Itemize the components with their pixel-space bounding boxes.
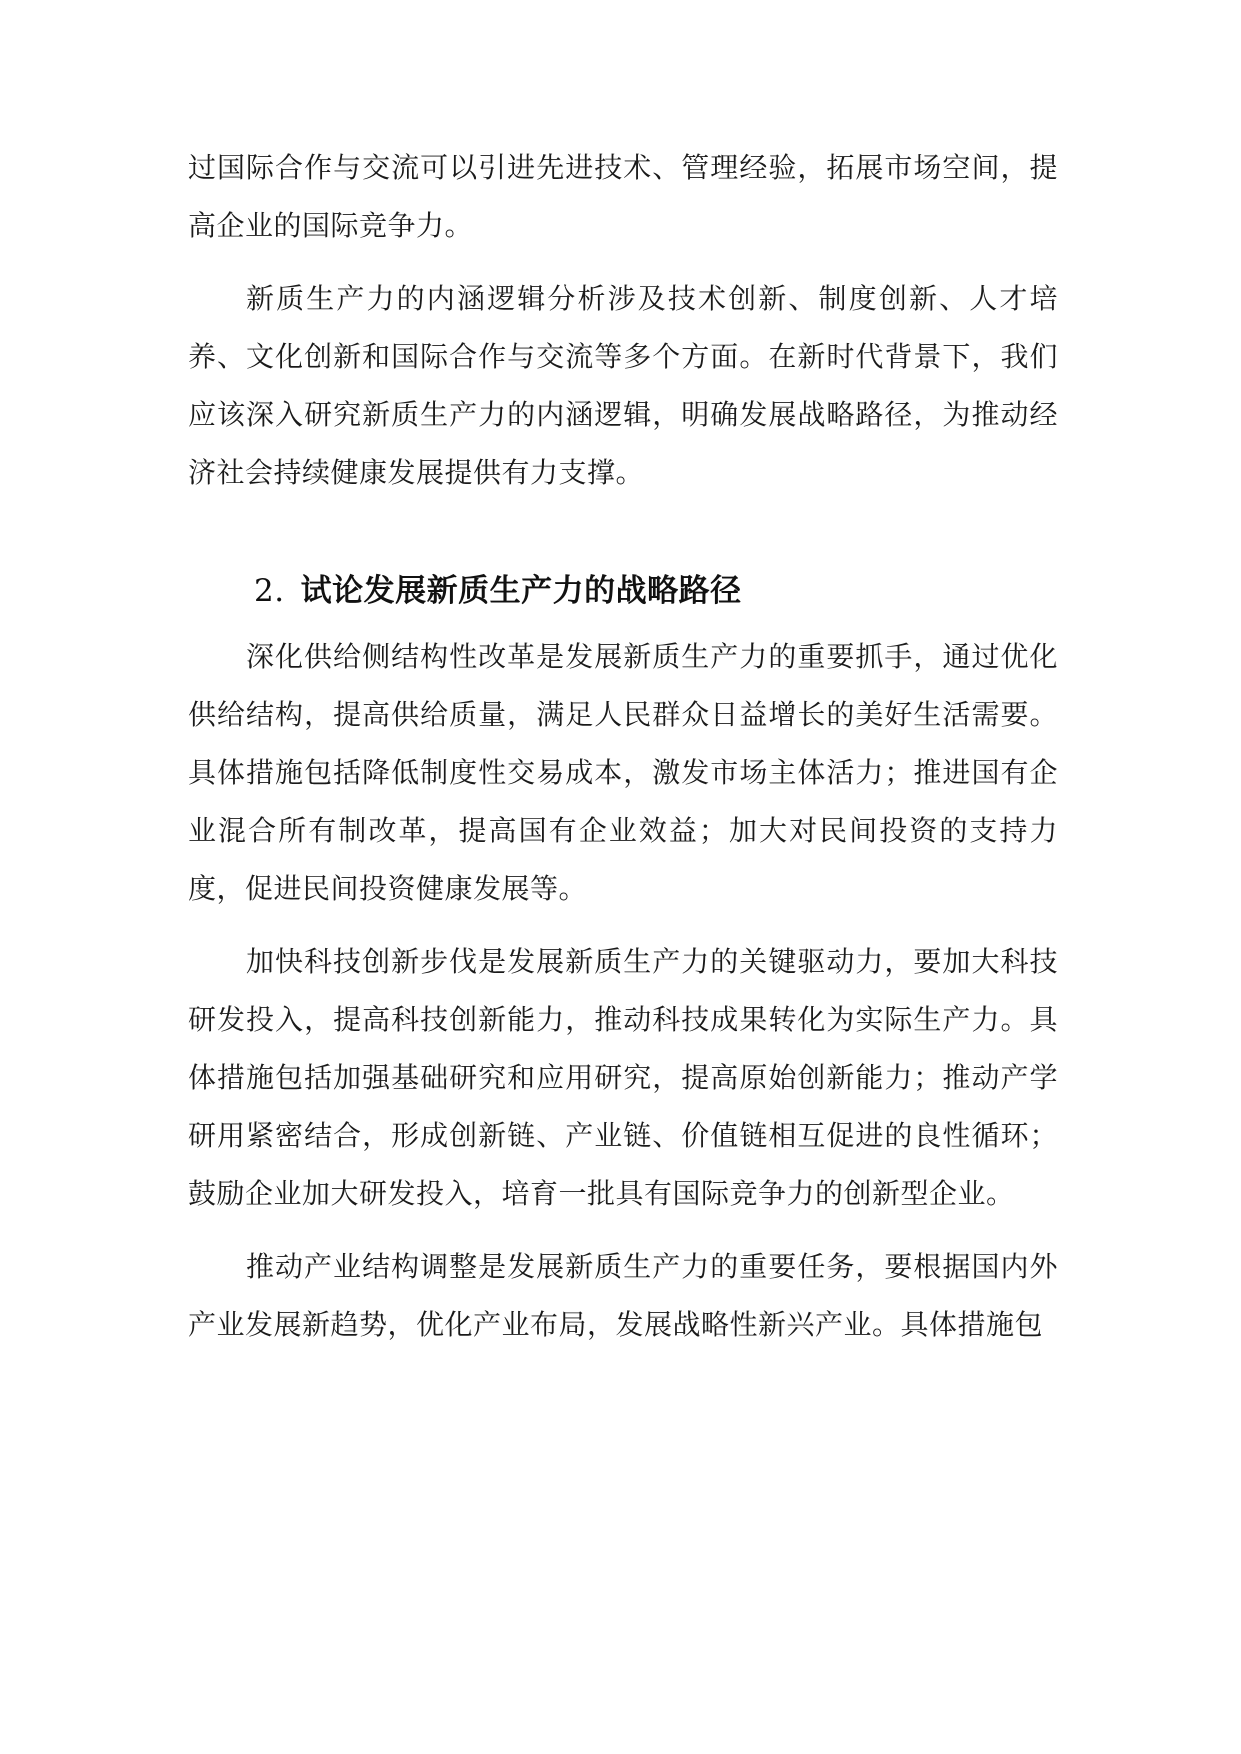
paragraph-industrial-structure: 推动产业结构调整是发展新质生产力的重要任务，要根据国内外产业发展新趋势，优化产业布局，发展战略性新兴产业。具体措施包 <box>188 1250 1058 1341</box>
paragraph-summary: 新质生产力的内涵逻辑分析涉及技术创新、制度创新、人才培养、文化创新和国际合作与交流等多个方面。在新时代背景下，我们应该深入研究新质生产力的内涵逻辑，明确发展战略路径，为推动经济社会持续健康发展提供有力支撑。 <box>188 282 1058 489</box>
paragraph-supply-side-reform: 深化供给侧结构性改革是发展新质生产力的重要抓手，通过优化供给结构，提高供给质量，满足人民群众日益增长的美好生活需要。具体措施包括降低制度性交易成本，激发市场主体活力；推进国有企业混合所有制改革，提高国有企业效益；加大对民间投资的支持力度，促进民间投资健康发展等。 <box>188 640 1058 905</box>
section-heading <box>188 558 1058 624</box>
section-number: 2. <box>254 573 285 609</box>
paragraph-tech-innovation: 加快科技创新步伐是发展新质生产力的关键驱动力，要加大科技研发投入，提高科技创新能力，推动科技成果转化为实际生产力。具体措施包括加强基础研究和应用研究，提高原始创新能力；推动产学研用紧密结合，形成创新链、产业链、价值链相互促进的良性循环；鼓励企业加大研发投入，培育一批具有国际竞争力的创新型企业。 <box>188 945 1058 1210</box>
document-page <box>188 139 1058 1354</box>
section-title: 试论发展新质生产力的战略路径 <box>300 573 742 609</box>
paragraph-continuation: 过国际合作与交流可以引进先进技术、管理经验，拓展市场空间，提高企业的国际竞争力。 <box>188 151 1058 242</box>
